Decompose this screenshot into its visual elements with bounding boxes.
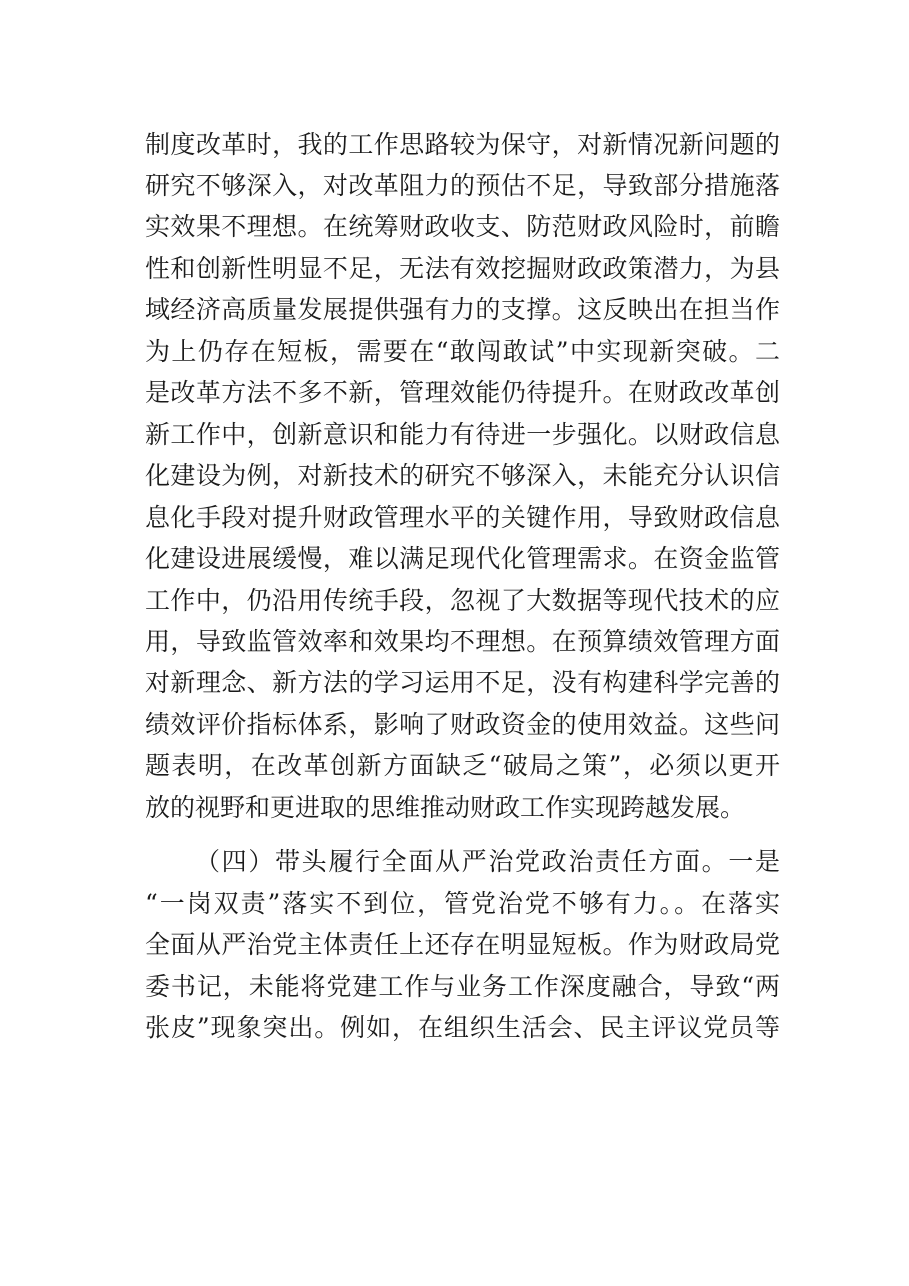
paragraph-1-line-2: 研究不够深入，对改革阻力的预估不足，导致部分措施落 bbox=[145, 171, 780, 200]
paragraph-1-line-11: 化建设进展缓慢，难以满足现代化管理需求。在资金监管 bbox=[145, 544, 780, 573]
paragraph-1-line-15: 绩效评价指标体系，影响了财政资金的使用效益。这些问 bbox=[145, 710, 780, 739]
paragraph-1-line-13: 用，导致监管效率和效果均不理想。在预算绩效管理方面 bbox=[145, 627, 780, 656]
paragraph-1-line-5: 域经济高质量发展提供强有力的支撑。这反映出在担当作 bbox=[145, 295, 780, 324]
paragraph-2-line-1: （四）带头履行全面从严治党政治责任方面。一是 bbox=[195, 847, 780, 876]
paragraph-1-line-10: 息化手段对提升财政管理水平的关键作用，导致财政信息 bbox=[145, 503, 780, 532]
paragraph-2-line-3: 全面从严治党主体责任上还存在明显短板。作为财政局党 bbox=[145, 930, 780, 959]
paragraph-1-line-3: 实效果不理想。在统筹财政收支、防范财政风险时，前瞻 bbox=[145, 212, 780, 241]
paragraph-1-line-17: 放的视野和更进取的思维推动财政工作实现跨越发展。 bbox=[145, 793, 746, 822]
paragraph-2-line-4: 委书记，未能将党建工作与业务工作深度融合，导致“两 bbox=[145, 972, 780, 1001]
paragraph-1-line-14: 对新理念、新方法的学习运用不足，没有构建科学完善的 bbox=[145, 668, 780, 697]
paragraph-2-line-2: “一岗双责”落实不到位，管党治党不够有力。。在落实 bbox=[145, 889, 780, 918]
paragraph-1-line-6: 为上仍存在短板，需要在“敢闯敢试”中实现新突破。二 bbox=[145, 337, 780, 366]
paragraph-1-line-1: 制度改革时，我的工作思路较为保守，对新情况新问题的 bbox=[145, 130, 780, 159]
paragraph-2-line-5: 张皮”现象突出。例如，在组织生活会、民主评议党员等 bbox=[145, 1013, 780, 1042]
paragraph-1-line-12: 工作中，仍沿用传统手段，忽视了大数据等现代技术的应 bbox=[145, 586, 780, 615]
paragraph-1-line-8: 新工作中，创新意识和能力有待进一步强化。以财政信息 bbox=[145, 420, 780, 449]
paragraph-1-line-4: 性和创新性明显不足，无法有效挖掘财政政策潜力，为县 bbox=[145, 254, 780, 283]
paragraph-1-line-16: 题表明，在改革创新方面缺乏“破局之策”，必须以更开 bbox=[145, 751, 780, 780]
paragraph-1-line-7: 是改革方法不多不新，管理效能仍待提升。在财政改革创 bbox=[145, 378, 780, 407]
paragraph-1-line-9: 化建设为例，对新技术的研究不够深入，未能充分认识信 bbox=[145, 461, 780, 490]
